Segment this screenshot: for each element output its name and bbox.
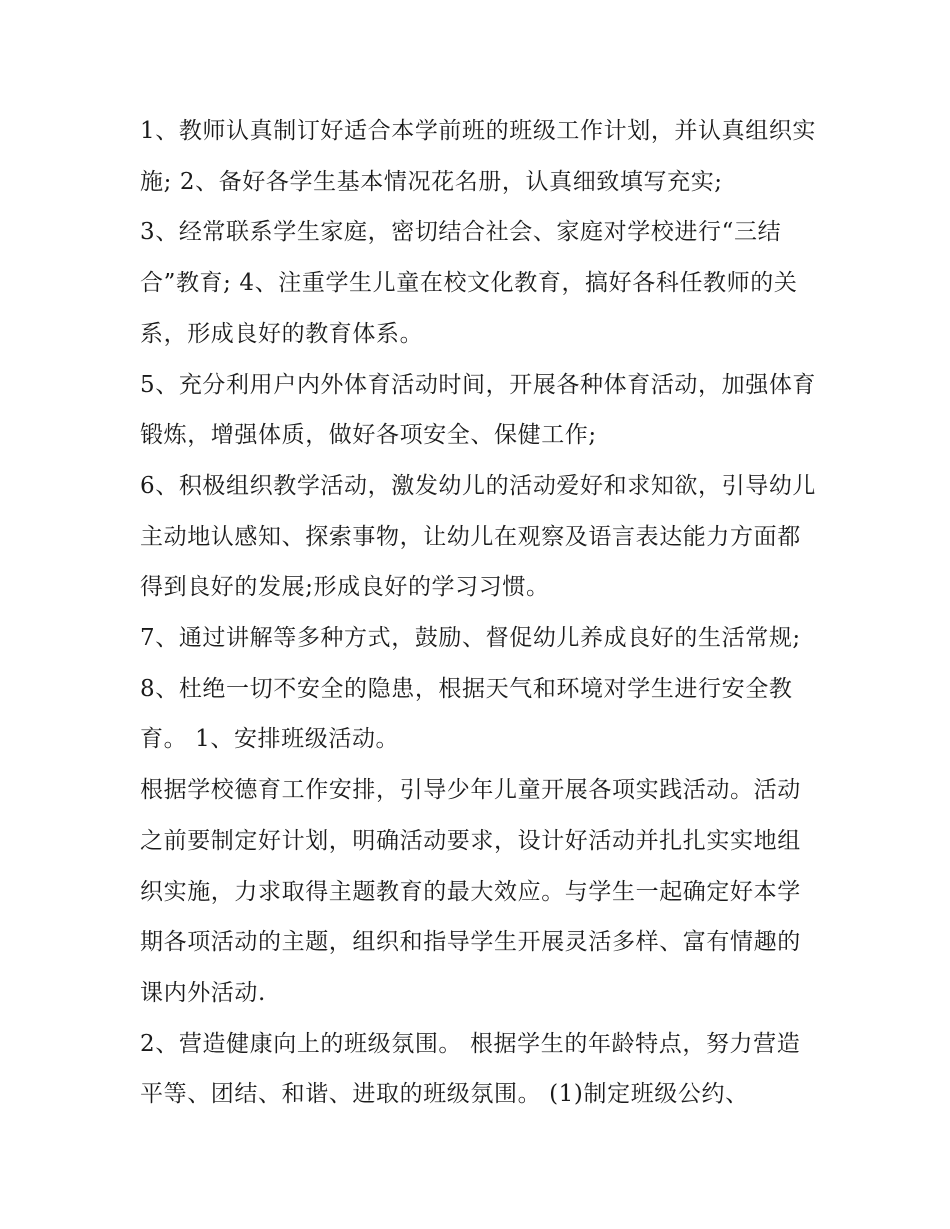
paragraph: 3、经常联系学生家庭，密切结合社会、家庭对学校进行“三结合”教育; 4、注重学生儿童在校文化教育，搞好各科任教师的关系，形成良好的教育体系。 bbox=[140, 219, 798, 347]
paragraph: 1、教师认真制订好适合本学前班的班级工作计划，并认真组织实施; 2、备好各学生基本情况花名册，认真细致填写充实; bbox=[140, 118, 817, 195]
paragraph: 根据学校德育工作安排，引导少年儿童开展各项实践活动。活动之前要制定好计划，明确活动要求，设计好活动并扎扎实实地组织实施，力求取得主题教育的最大效应。与学生一起确定好本学期各项活动的主题，组织和指导学生开展灵活多样、富有情趣的课内外活动. bbox=[140, 777, 801, 1006]
paragraph: 7、通过讲解等多种方式，鼓励、督促幼儿养成良好的生活常规; 8、杜绝一切不安全的隐患，根据天气和环境对学生进行安全教育。 1、安排班级活动。 bbox=[140, 625, 801, 753]
paragraph: 2、营造健康向上的班级氛围。 根据学生的年龄特点，努力营造平等、团结、和谐、进取的班级氛围。 (1)制定班级公约、 bbox=[140, 1030, 801, 1108]
paragraph: 6、积极组织教学活动，激发幼儿的活动爱好和求知欲，引导幼儿主动地认感知、探索事物，让幼儿在观察及语言表达能力方面都得到良好的发展;形成良好的学习习惯。 bbox=[140, 472, 817, 601]
paragraph: 5、充分利用户内外体育活动时间，开展各种体育活动，加强体育锻炼，增强体质，做好各项安全、保健工作; bbox=[140, 371, 817, 449]
document-body bbox=[140, 106, 820, 1120]
